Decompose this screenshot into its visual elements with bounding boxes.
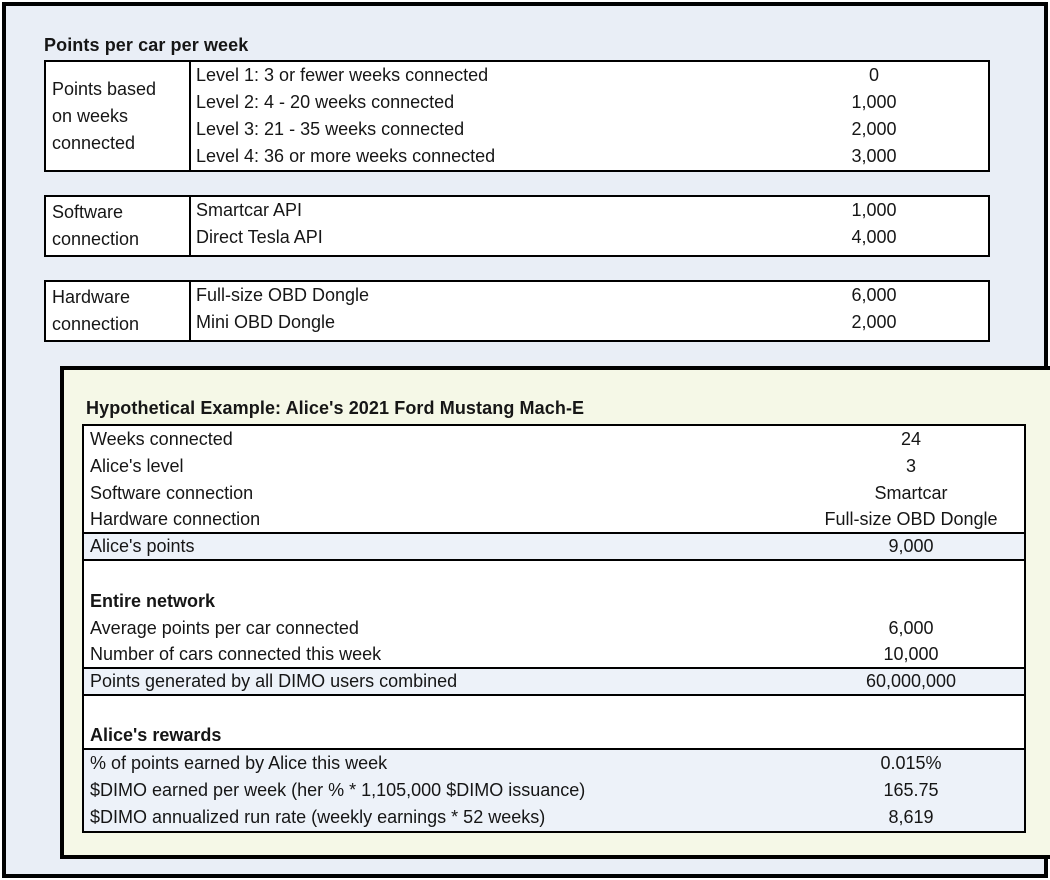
points-row (191, 309, 988, 336)
example-row-label: Alice's points (90, 536, 195, 556)
example-row-label: Alice's rewards (90, 725, 222, 745)
example-row (84, 426, 1024, 453)
example-row-label: % of points earned by Alice this week (90, 753, 388, 773)
points-group-label: Hardware connection (46, 282, 191, 340)
points-row-description: Level 3: 21 - 35 weeks connected (196, 119, 465, 139)
points-row (191, 224, 988, 251)
points-row (191, 116, 988, 143)
example-row (84, 696, 1024, 723)
example-row-value: 10,000 (883, 644, 939, 664)
points-row-value: 0 (868, 65, 879, 85)
points-row-value: 6,000 (851, 285, 897, 305)
points-group-label: Points based on weeks connected (46, 62, 191, 170)
example-row-value: 9,000 (888, 536, 934, 556)
points-row-value: 3,000 (851, 146, 897, 166)
points-table-title: Points per car per week (44, 35, 249, 55)
example-row (84, 561, 1024, 588)
points-row-value: 1,000 (851, 200, 897, 220)
example-row (84, 453, 1024, 480)
example-row (84, 534, 1024, 561)
points-group-rows (191, 62, 988, 170)
example-row-label: Average points per car connected (90, 618, 359, 638)
example-row-value: 0.015% (880, 753, 942, 773)
points-row (191, 197, 988, 224)
example-row (84, 588, 1024, 615)
example-row (84, 750, 1024, 777)
points-row-description: Level 2: 4 - 20 weeks connected (196, 92, 455, 112)
points-tables (44, 60, 990, 342)
points-group-label: Software connection (46, 197, 191, 255)
hypothetical-example-box (60, 366, 1050, 859)
points-row (191, 143, 988, 170)
example-row-label: Software connection (90, 483, 254, 503)
example-title: Hypothetical Example: Alice's 2021 Ford Mustang Mach-E (86, 398, 585, 418)
points-row-description: Full-size OBD Dongle (196, 285, 370, 305)
points-table-group (44, 195, 990, 257)
example-row-value: 6,000 (888, 618, 934, 638)
points-row-description: Level 1: 3 or fewer weeks connected (196, 65, 489, 85)
example-row-value: 3 (905, 456, 916, 476)
points-table-group (44, 280, 990, 342)
points-row-value: 2,000 (851, 312, 897, 332)
example-row (84, 777, 1024, 804)
example-row-label: $DIMO annualized run rate (weekly earnings * 52 weeks) (90, 807, 546, 827)
points-row (191, 282, 988, 309)
document-frame (2, 2, 1048, 878)
points-row-description: Direct Tesla API (196, 227, 323, 247)
example-row-label: $DIMO earned per week (her % * 1,105,000 $DIMO issuance) (90, 780, 586, 800)
example-row-value: 165.75 (883, 780, 939, 800)
points-row-description: Smartcar API (196, 200, 303, 220)
example-row (84, 507, 1024, 534)
points-group-rows (191, 282, 988, 340)
example-row-label: Entire network (90, 591, 216, 611)
example-row (84, 804, 1024, 831)
points-row (191, 62, 988, 89)
example-row-label: Alice's level (90, 456, 184, 476)
example-row-label: Points generated by all DIMO users combined (90, 671, 458, 691)
points-group-rows (191, 197, 988, 255)
points-row-value: 2,000 (851, 119, 897, 139)
points-table-group (44, 60, 990, 172)
example-row (84, 642, 1024, 669)
example-row-value: Full-size OBD Dongle (824, 509, 998, 529)
example-row-value: 8,619 (888, 807, 934, 827)
points-row-value: 1,000 (851, 92, 897, 112)
points-row (191, 89, 988, 116)
example-table (82, 424, 1026, 833)
points-row-description: Level 4: 36 or more weeks connected (196, 146, 496, 166)
example-row (84, 723, 1024, 750)
points-row-description: Mini OBD Dongle (196, 312, 336, 332)
example-row-value: 60,000,000 (865, 671, 957, 691)
example-row-label: Weeks connected (90, 429, 233, 449)
example-row (84, 615, 1024, 642)
example-row (84, 480, 1024, 507)
example-row (84, 669, 1024, 696)
example-row-value: 24 (900, 429, 922, 449)
example-row-label: Number of cars connected this week (90, 644, 382, 664)
example-row-label: Hardware connection (90, 509, 261, 529)
example-row-value: Smartcar (874, 483, 948, 503)
points-row-value: 4,000 (851, 227, 897, 247)
